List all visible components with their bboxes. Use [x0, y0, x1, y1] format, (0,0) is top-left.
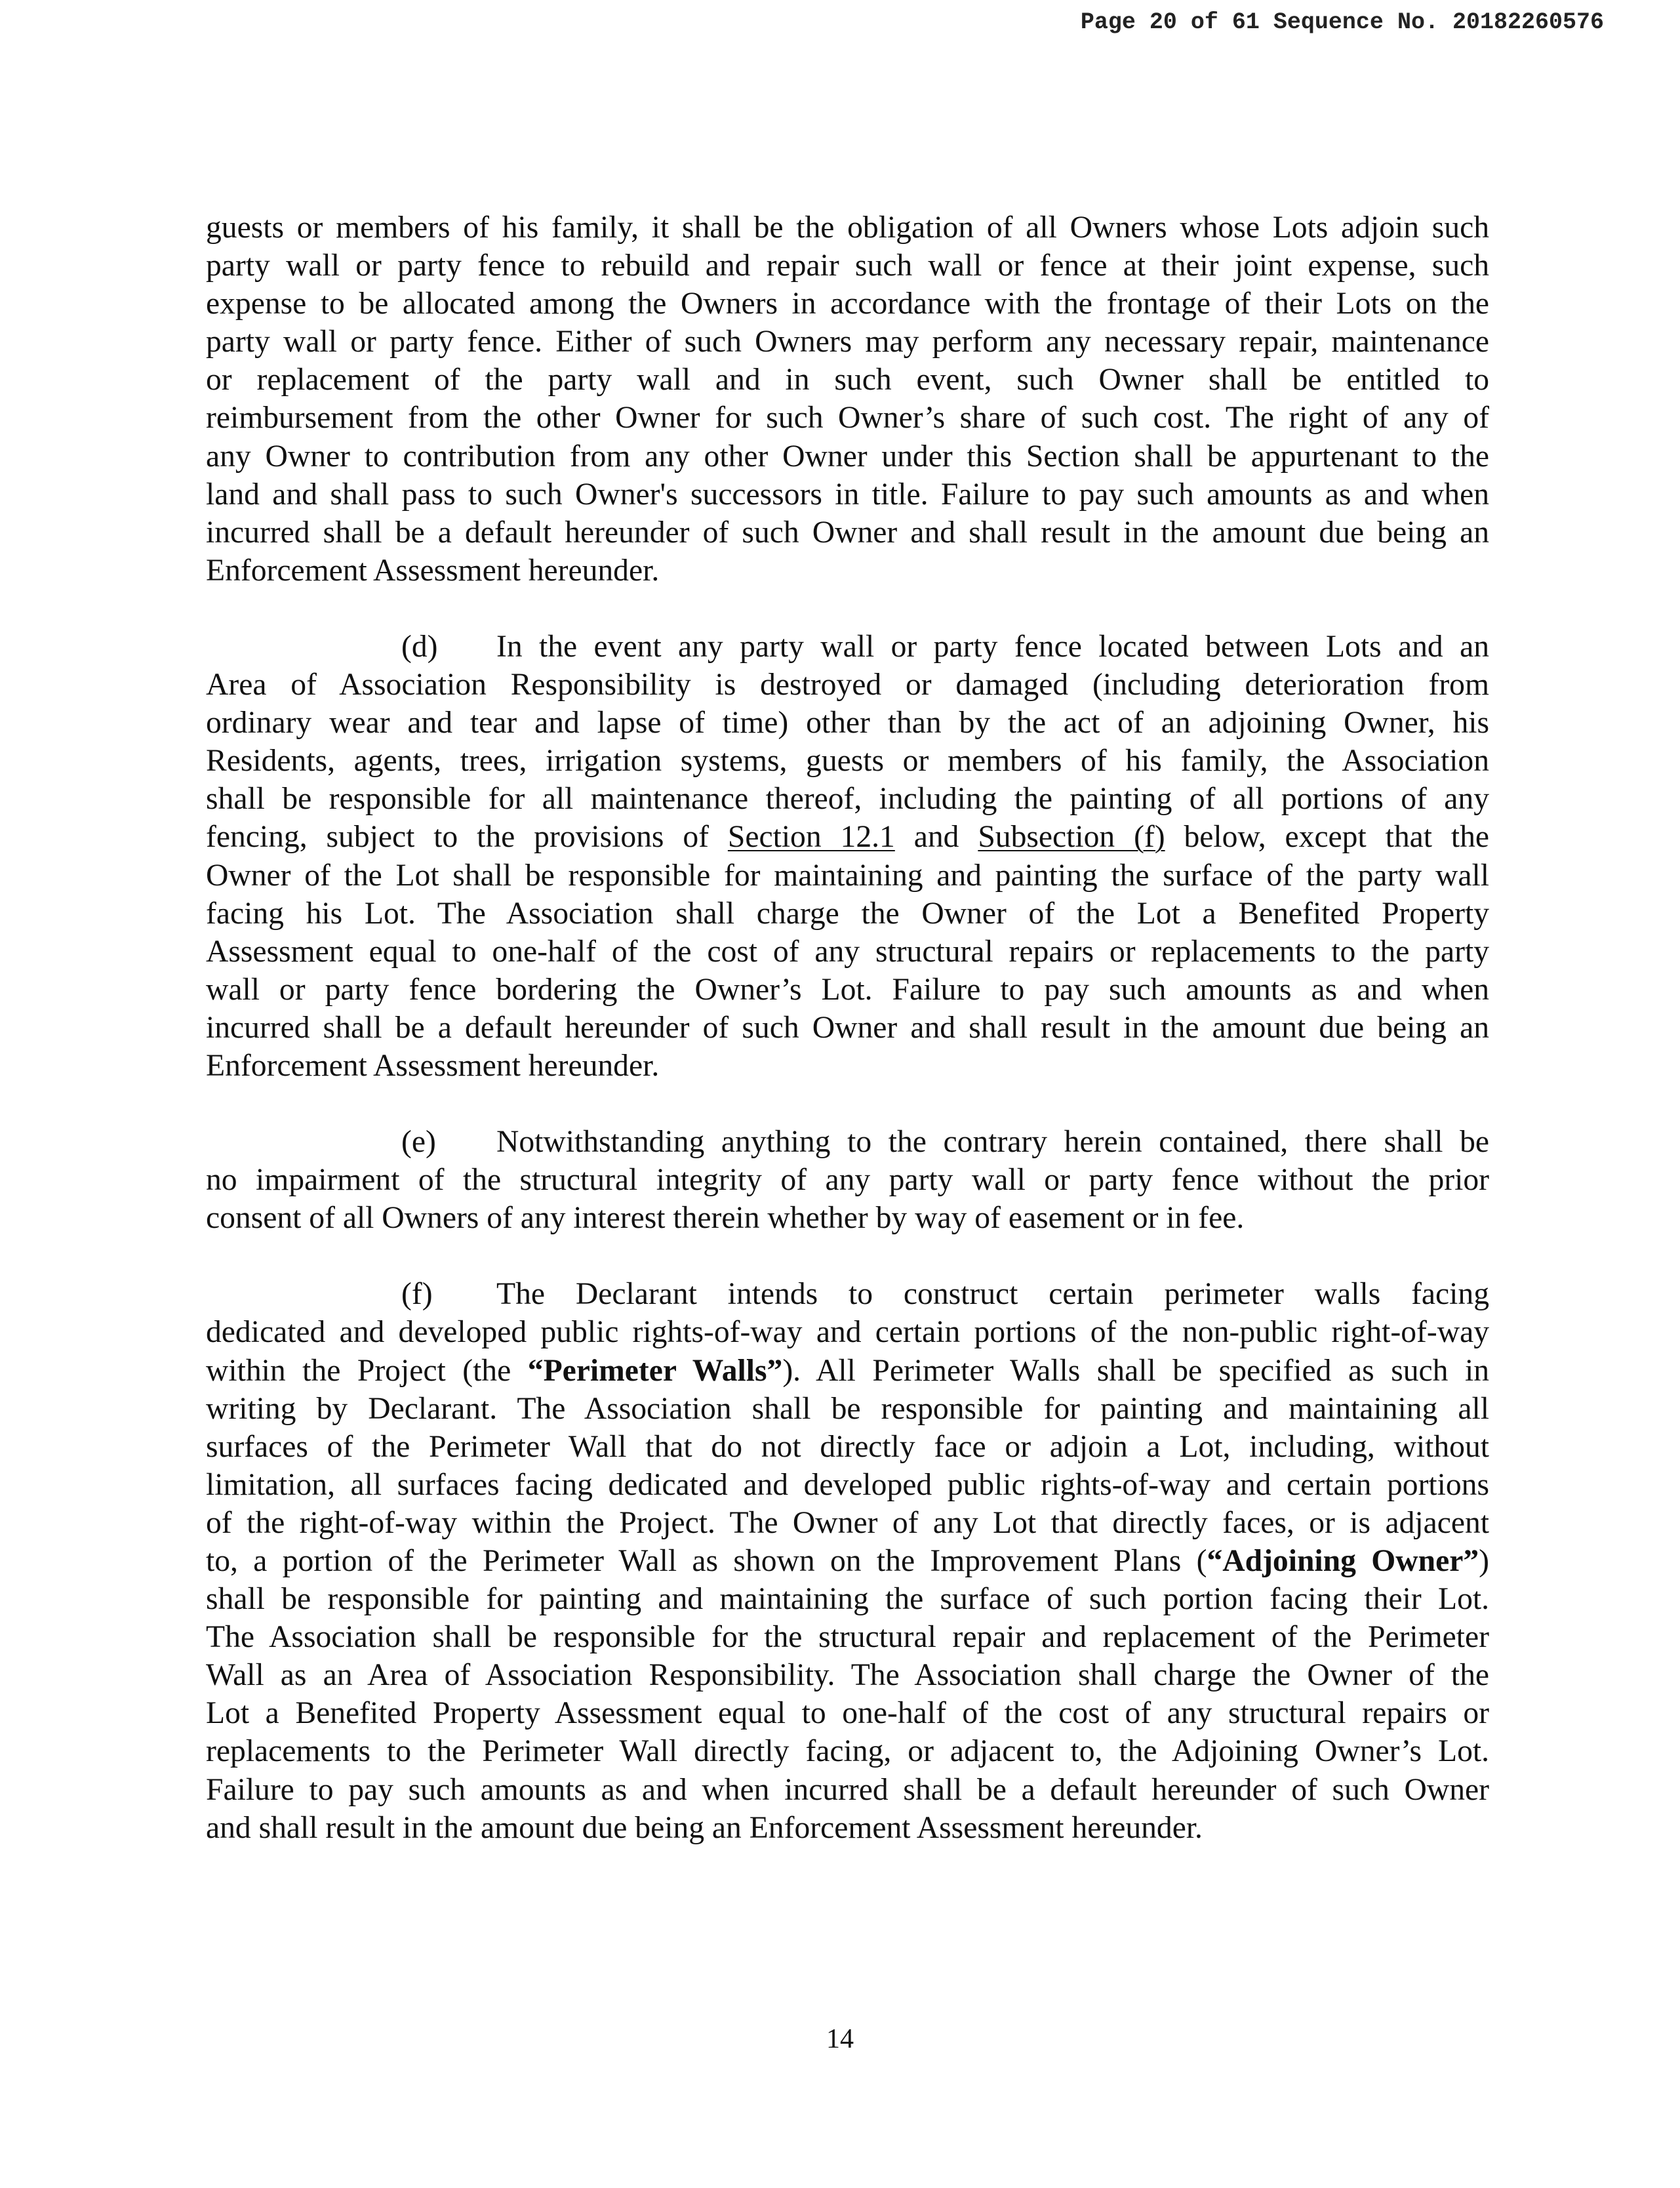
paragraph-d — [206, 628, 1489, 1085]
text-line: of the right-of-way within the Project. The Owner of any Lot that directly faces, or is adjacent — [206, 1505, 1489, 1540]
text-line: Lot a Benefited Property Assessment equal to one-half of the cost of any structural repairs or — [206, 1696, 1489, 1731]
text-run: fencing, subject to the provisions of — [206, 820, 728, 855]
text-line: incurred shall be a default hereunder of such Owner and shall result in the amount due being an — [206, 1010, 1489, 1045]
text-line-with-defined-term — [206, 1542, 1489, 1580]
text-line: wall or party fence bordering the Owner’s Lot. Failure to pay such amounts as and when — [206, 972, 1489, 1007]
text-line: limitation, all surfaces facing dedicated and developed public rights-of-way and certain portions — [206, 1467, 1489, 1502]
text-line: ordinary wear and tear and lapse of time) other than by the act of an adjoining Owner, his — [206, 706, 1489, 740]
paragraph-first-line — [206, 628, 1489, 666]
paragraph-marker: (d) — [401, 629, 438, 664]
text-line: replacements to the Perimeter Wall directly facing, or adjacent to, the Adjoining Owner’s Lot. — [206, 1734, 1489, 1769]
text-run: within the Project (the — [206, 1353, 528, 1388]
text-line: or replacement of the party wall and in such event, such Owner shall be entitled to — [206, 363, 1489, 397]
text-run: ) — [1479, 1544, 1489, 1578]
text-line-with-defined-term — [206, 1352, 1489, 1390]
text-line: writing by Declarant. The Association shall be responsible for painting and maintaining all — [206, 1391, 1489, 1426]
text-run: In the event any party wall or party fence located between Lots and an — [496, 629, 1489, 664]
text-line: any Owner to contribution from any other Owner under this Section shall be appurtenant to the — [206, 439, 1489, 474]
subsection-reference: Subsection (f) — [978, 820, 1165, 855]
text-line: Assessment equal to one-half of the cost of any structural repairs or replacements to the party — [206, 934, 1489, 969]
text-line: expense to be allocated among the Owners in accordance with the frontage of their Lots on the — [206, 287, 1489, 321]
text-line: Enforcement Assessment hereunder. — [206, 1048, 660, 1083]
paragraph-first-line — [206, 1275, 1489, 1313]
text-line: consent of all Owners of any interest therein whether by way of easement or in fee. — [206, 1201, 1245, 1236]
text-line: incurred shall be a default hereunder of such Owner and shall result in the amount due being an — [206, 515, 1489, 550]
text-run: ). All Perimeter Walls shall be specified as such in — [782, 1353, 1489, 1388]
text-run: to, a portion of the Perimeter Wall as shown on the Improvement Plans ( — [206, 1544, 1207, 1578]
text-run: The Declarant intends to construct certain perimeter walls facing — [496, 1277, 1489, 1312]
text-run: below, except that the — [1165, 820, 1489, 855]
text-line: Owner of the Lot shall be responsible for maintaining and painting the surface of the party wall — [206, 858, 1489, 893]
text-line: shall be responsible for all maintenance thereof, including the painting of all portions of any — [206, 782, 1489, 817]
text-line: Wall as an Area of Association Responsibility. The Association shall charge the Owner of the — [206, 1658, 1489, 1693]
document-body — [206, 209, 1489, 1847]
text-line: Enforcement Assessment hereunder. — [206, 553, 660, 588]
text-line: no impairment of the structural integrity of any party wall or party fence without the prior — [206, 1163, 1489, 1198]
text-line: and shall result in the amount due being an Enforcement Assessment hereunder. — [206, 1810, 1203, 1845]
text-run: Notwithstanding anything to the contrary herein contained, there shall be — [496, 1125, 1489, 1160]
paragraph-c-continuation — [206, 209, 1489, 590]
text-line: Area of Association Responsibility is destroyed or damaged (including deterioration from — [206, 668, 1489, 702]
text-line: reimbursement from the other Owner for such Owner’s share of such cost. The right of any of — [206, 401, 1489, 436]
defined-term-perimeter-walls: “Perimeter Walls” — [527, 1353, 783, 1388]
text-line: shall be responsible for painting and maintaining the surface of such portion facing their Lot. — [206, 1582, 1489, 1617]
text-line: The Association shall be responsible for the structural repair and replacement of the Perimeter — [206, 1620, 1489, 1655]
paragraph-marker: (f) — [401, 1277, 433, 1312]
text-line-with-references — [206, 818, 1489, 856]
text-line: Failure to pay such amounts as and when incurred shall be a default hereunder of such Owner — [206, 1772, 1489, 1807]
text-line: Residents, agents, trees, irrigation systems, guests or members of his family, the Association — [206, 744, 1489, 779]
text-line: party wall or party fence. Either of such Owners may perform any necessary repair, maintenance — [206, 325, 1489, 359]
paragraph-first-line — [206, 1123, 1489, 1161]
page-sequence-header: Page 20 of 61 Sequence No. 20182260576 — [1080, 9, 1604, 35]
text-line: dedicated and developed public rights-of-way and certain portions of the non-public right-of-way — [206, 1315, 1489, 1350]
text-run: and — [894, 820, 978, 855]
text-line: land and shall pass to such Owner's successors in title. Failure to pay such amounts as and when — [206, 477, 1489, 512]
text-line: guests or members of his family, it shall be the obligation of all Owners whose Lots adjoin such — [206, 211, 1489, 245]
paragraph-e — [206, 1123, 1489, 1237]
text-line: party wall or party fence to rebuild and repair such wall or fence at their joint expense, such — [206, 249, 1489, 283]
text-line: surfaces of the Perimeter Wall that do not directly face or adjoin a Lot, including, without — [206, 1429, 1489, 1464]
defined-term-adjoining-owner: “Adjoining Owner” — [1207, 1544, 1479, 1578]
paragraph-marker: (e) — [401, 1125, 436, 1160]
text-line: facing his Lot. The Association shall charge the Owner of the Lot a Benefited Property — [206, 896, 1489, 931]
page-number: 14 — [826, 2024, 854, 2054]
paragraph-f — [206, 1275, 1489, 1846]
section-reference: Section 12.1 — [727, 820, 895, 855]
